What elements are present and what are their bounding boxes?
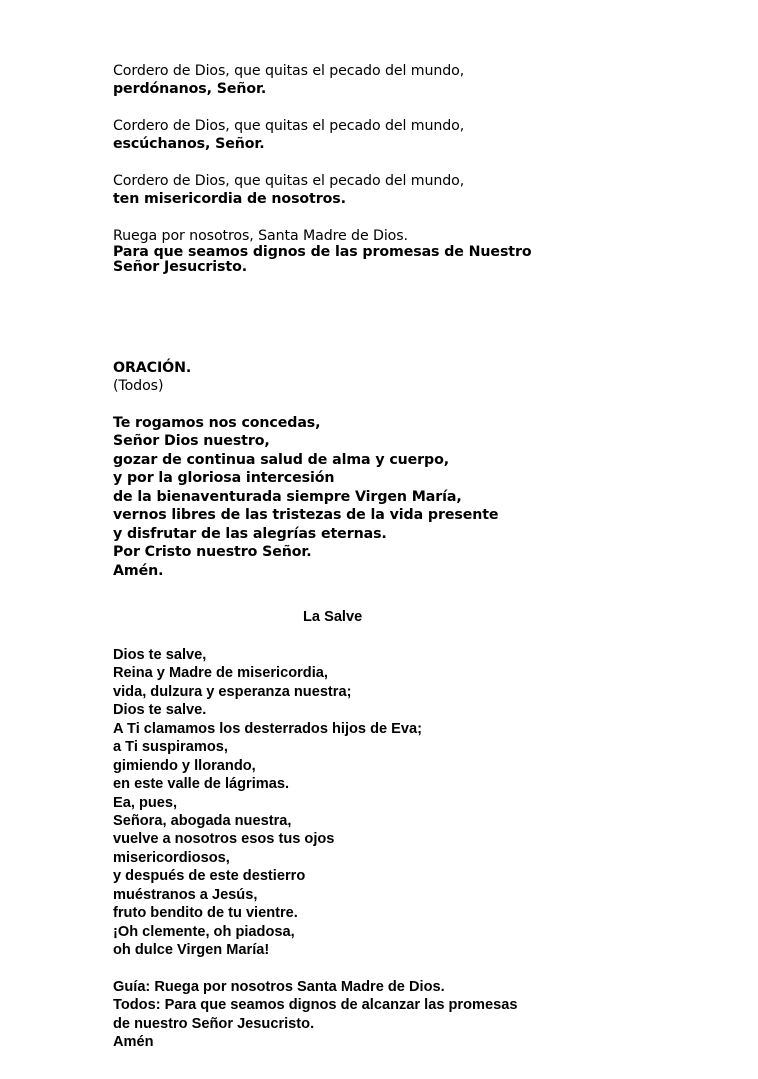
prayer-line: y disfrutar de las alegrías eternas.: [113, 526, 387, 542]
salve-line: en este valle de lágrimas.: [113, 776, 290, 792]
litany-verse-4: Ruega por nosotros, Santa Madre de Dios.: [113, 228, 408, 244]
prayer-line: Amén.: [113, 563, 164, 579]
salve-line: muéstranos a Jesús,: [113, 887, 258, 903]
salve-line: Ea, pues,: [113, 795, 178, 811]
salve-line: Señora, abogada nuestra,: [113, 813, 292, 829]
salve-closing-line: Guía: Ruega por nosotros Santa Madre de Dios.: [113, 979, 445, 995]
prayer-line: Por Cristo nuestro Señor.: [113, 544, 312, 560]
litany-verse-1: Cordero de Dios, que quitas el pecado del mundo,: [113, 63, 465, 79]
litany-response-3: ten misericordia de nosotros.: [113, 191, 346, 207]
prayer-line: y por la gloriosa intercesión: [113, 470, 335, 486]
prayer-line: Señor Dios nuestro,: [113, 433, 270, 449]
prayer-line: gozar de continua salud de alma y cuerpo,: [113, 452, 450, 468]
salve-line: a Ti suspiramos,: [113, 739, 228, 755]
salve-line: vida, dulzura y esperanza nuestra;: [113, 684, 352, 700]
salve-line: ¡Oh clemente, oh piadosa,: [113, 924, 295, 940]
prayer-line: vernos libres de las tristezas de la vida presente: [113, 507, 499, 523]
salve-line: gimiendo y llorando,: [113, 758, 256, 774]
litany-response-2: escúchanos, Señor.: [113, 136, 265, 152]
salve-line: misericordiosos,: [113, 850, 230, 866]
prayer-heading: ORACIÓN.: [113, 360, 192, 376]
salve-line: Dios te salve.: [113, 702, 207, 718]
salve-line: oh dulce Virgen María!: [113, 942, 270, 958]
salve-closing-line: Amén: [113, 1034, 154, 1050]
salve-line: vuelve a nosotros esos tus ojos: [113, 831, 335, 847]
salve-title: La Salve: [303, 609, 363, 625]
prayer-note: (Todos): [113, 378, 164, 394]
salve-closing-line: de nuestro Señor Jesucristo.: [113, 1016, 315, 1032]
salve-closing-line: Todos: Para que seamos dignos de alcanzar las promesas: [113, 997, 518, 1013]
litany-verse-3: Cordero de Dios, que quitas el pecado del mundo,: [113, 173, 465, 189]
salve-line: Dios te salve,: [113, 647, 207, 663]
salve-line: A Ti clamamos los desterrados hijos de Eva;: [113, 721, 423, 737]
salve-line: y después de este destierro: [113, 868, 306, 884]
litany-response-4-line-2: Señor Jesucristo.: [113, 259, 248, 275]
litany-verse-2: Cordero de Dios, que quitas el pecado del mundo,: [113, 118, 465, 134]
litany-response-1: perdónanos, Señor.: [113, 81, 267, 97]
prayer-line: de la bienaventurada siempre Virgen María,: [113, 489, 462, 505]
salve-line: Reina y Madre de misericordia,: [113, 665, 328, 681]
litany-response-4-line-1: Para que seamos dignos de las promesas de Nuestro: [113, 244, 532, 260]
prayer-line: Te rogamos nos concedas,: [113, 415, 321, 431]
salve-line: fruto bendito de tu vientre.: [113, 905, 298, 921]
